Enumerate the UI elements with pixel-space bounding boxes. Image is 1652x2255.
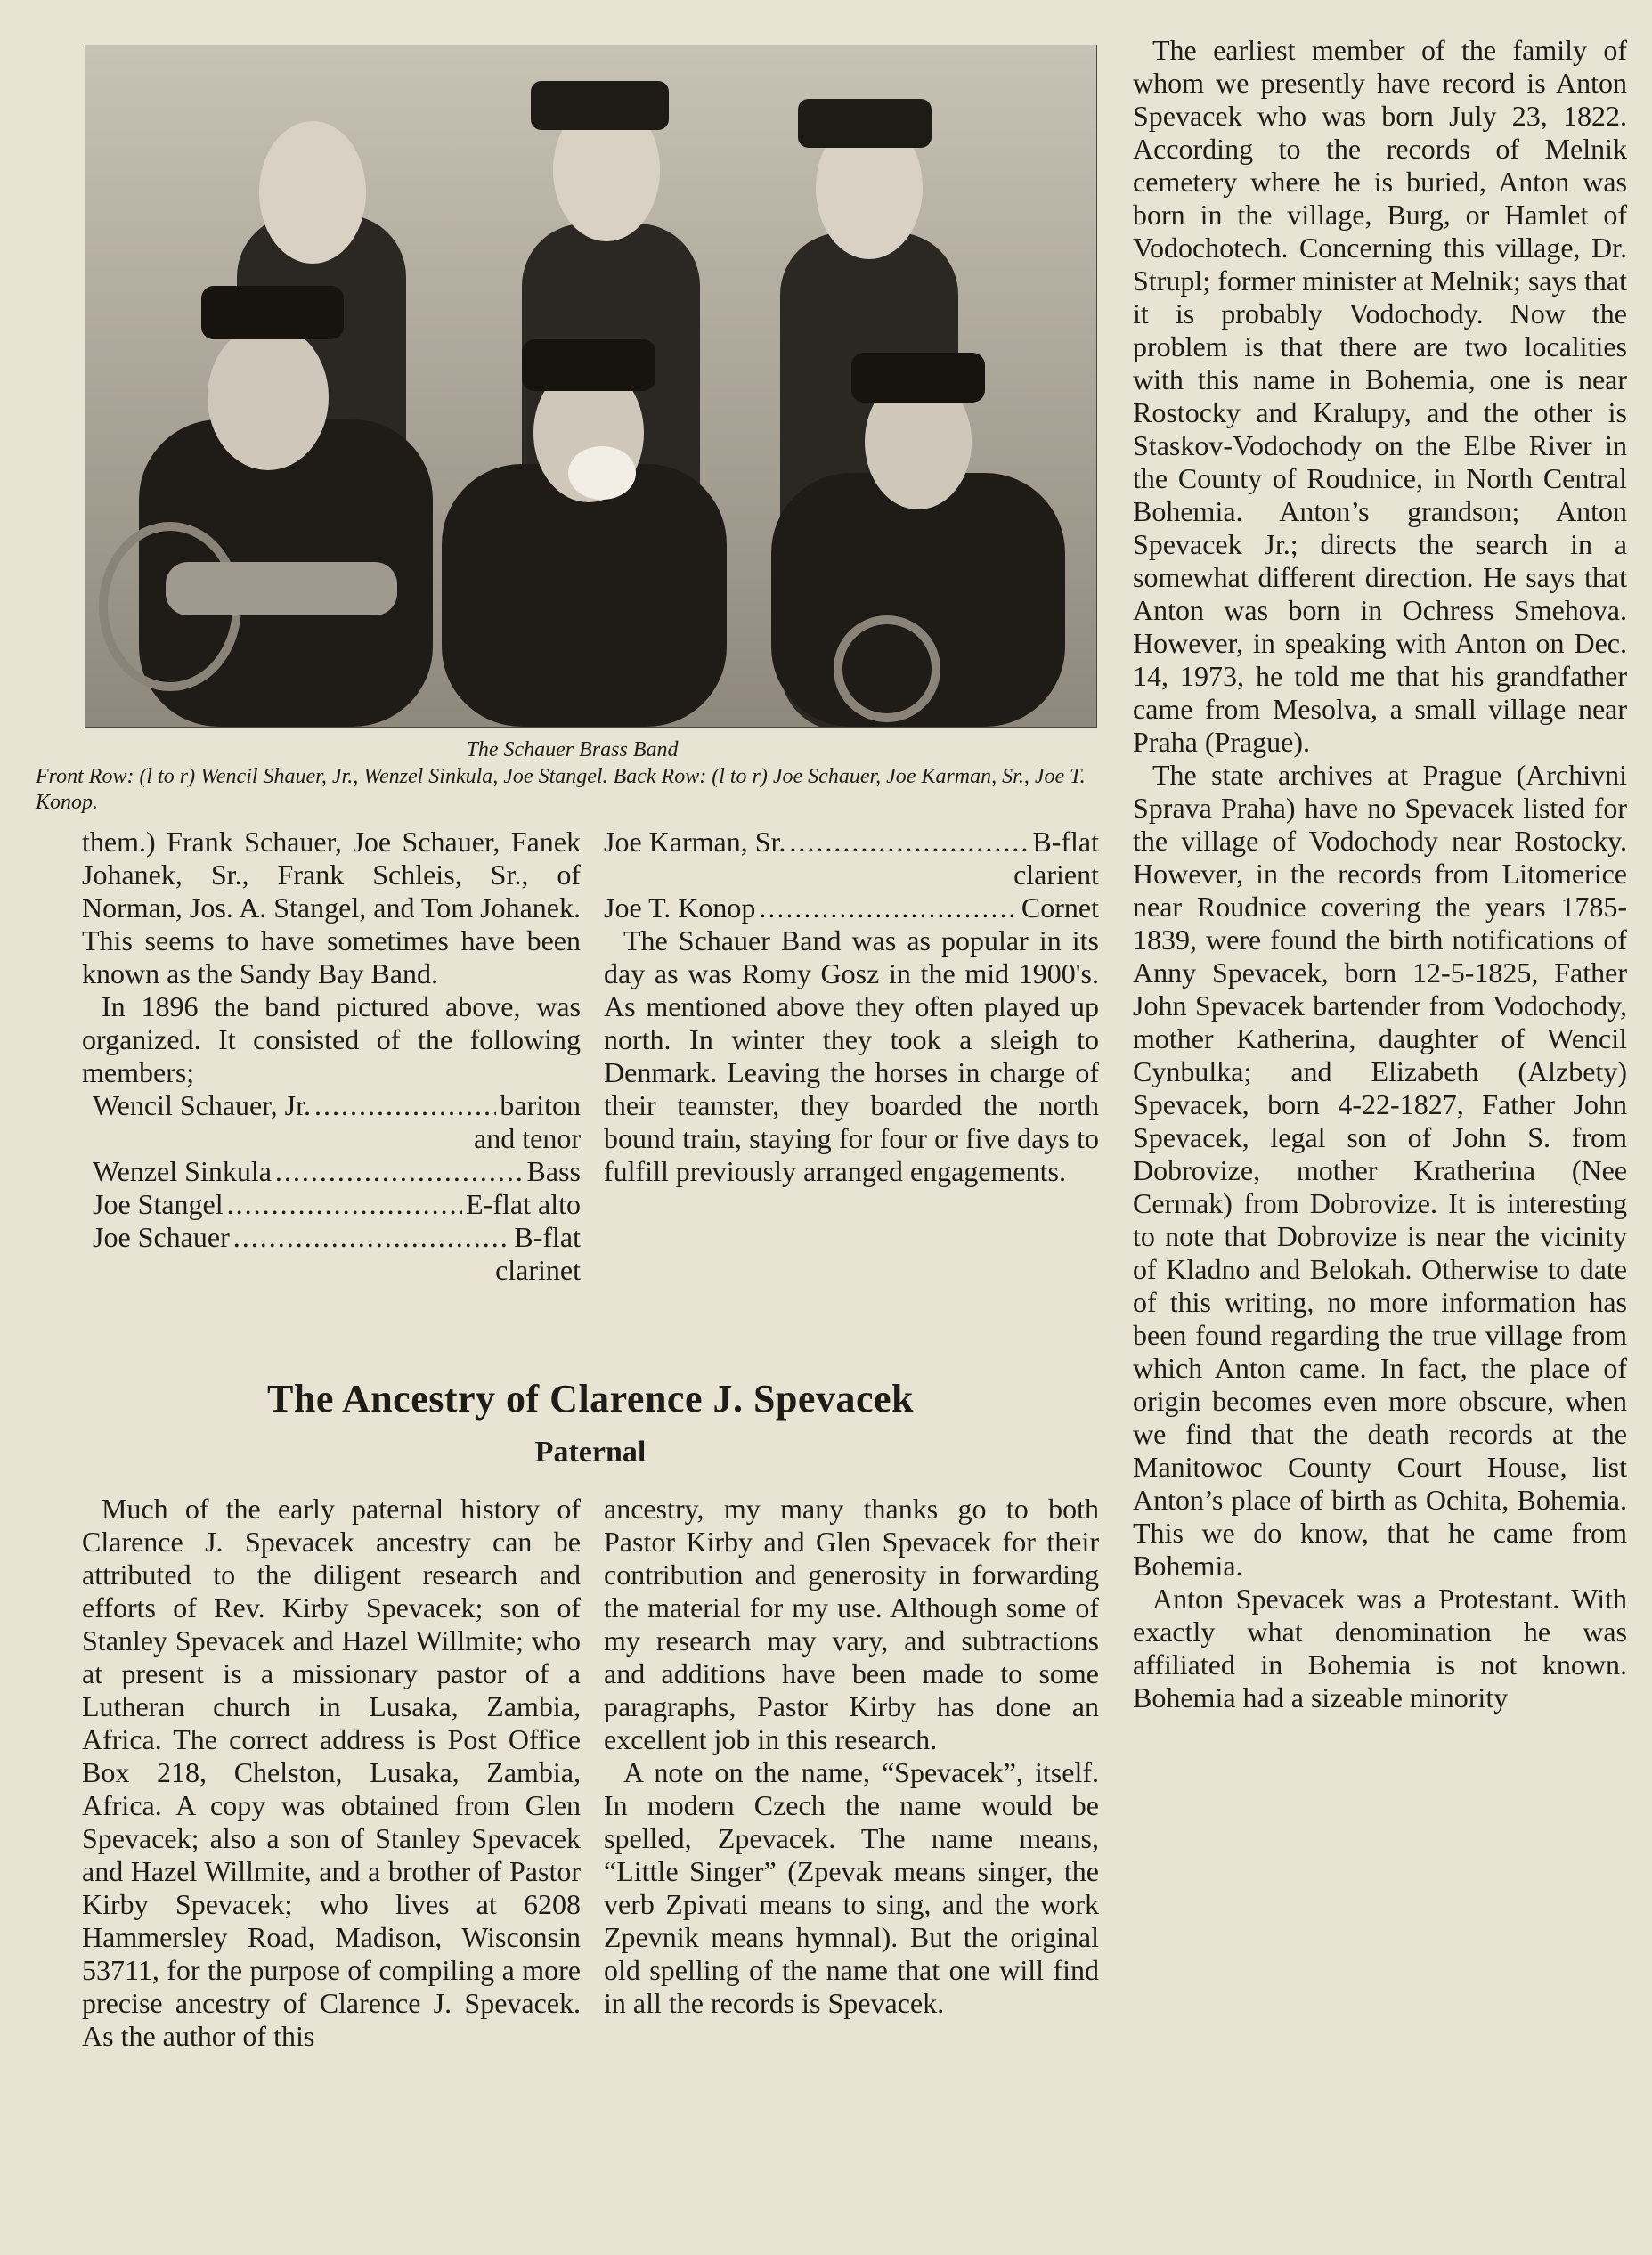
article-headline: The Ancestry of Clarence J. Spevacek — [267, 1377, 914, 1421]
member-name: Joe T. Konop — [604, 891, 756, 924]
paragraph: Much of the early paternal history of Clarence J. Spevacek ancestry can be attributed to the diligent research and efforts of Rev. Kirby Spevacek; son of Stanley Spevacek and Hazel Willmite; who at present is a missionary pastor of a Lutheran church in Lusaka, Zambia, Africa. The correct address is Post Office Box 218, Chelston, Lusaka, Zambia, Africa. A copy was obtained from Glen Spevacek; also a son of Stanley Spevacek and Hazel Willmite, and a brother of Pastor Kirby Spevacek; who lives at 6208 Hammersley Road, Madison, Wisconsin 53711, for the purpose of compiling a more precise ancestry of Clarence J. Spevacek. As the author of this — [82, 1493, 581, 2052]
member-name: Joe Stangel — [93, 1188, 224, 1220]
photo-caption-title: The Schauer Brass Band — [466, 738, 679, 761]
member-instrument-cont: and tenor — [474, 1122, 581, 1154]
band-roster — [82, 1089, 581, 1287]
member-instrument-cont: clarient — [1013, 859, 1099, 891]
band-photograph — [85, 45, 1097, 728]
member-instrument: bariton — [500, 1089, 581, 1121]
roster-row — [82, 1155, 581, 1188]
member-instrument-cont: clarinet — [495, 1254, 581, 1286]
roster-row — [604, 891, 1099, 924]
roster-row — [82, 1221, 581, 1254]
paragraph: The earliest member of the family of whom we presently have record is Anton Spevacek who was born July 23, 1822. According to the records of Melnik cemetery where he is buried, Anton was born in the village, Burg, or Hamlet of Vodochotech. Concerning this village, Dr. Strupl; former minister at Melnik; says that it is probably Vodochody. Now the problem is that there are two localities with this name in Bohemia, one is near Rostocky and Kralupy, and the other is Staskov-Vodochody on the Elbe River in the County of Roudnice, in North Central Bohemia. Anton’s grandson; Anton Spevacek Jr.; directs the search in a somewhat different direction. He says that Anton was born in Ochress Smehova. However, in speaking with Anton on Dec. 14, 1973, he told me that his grandfather came from Mesolva, a small village near Praha (Prague). — [1133, 34, 1627, 758]
photo-caption-body: Front Row: (l to r) Wencil Shauer, Jr., Wenzel Sinkula, Joe Stangel. Back Row: (l to r) Joe Schauer, Joe Karman, Sr., Joe T. Konop. — [36, 765, 1086, 814]
band-photo-image — [85, 45, 1096, 727]
member-instrument: E-flat alto — [466, 1188, 581, 1220]
paragraph: them.) Frank Schauer, Joe Schauer, Fanek Johanek, Sr., Frank Schleis, Sr., of Norman, Jos. A. Stangel, and Tom Johanek. This seems to have sometimes have been known as the Sandy Bay Band. — [82, 826, 581, 989]
band-roster-continued — [604, 826, 1099, 924]
member-name: Joe Schauer — [93, 1221, 230, 1253]
member-instrument: B-flat — [514, 1221, 581, 1253]
paragraph: In 1896 the band pictured above, was organized. It consisted of the following members; — [82, 990, 581, 1088]
paragraph: The state archives at Prague (Archivni Sprava Praha) have no Spevacek listed for the village of Vodochody near Rostocky. However, in the records from Litomerice near Roudnice covering the years 1785-1839, were found the birth notifications of Anny Spevacek, born 12-5-1825, Father John Spevacek bartender from Vodochody, mother Katherina, daughter of Wencil Cynbulka; and Elizabeth (Alzbety) Spevacek, born 4-22-1827, Father John Spevacek, legal son of John S. from Dobrovize, mother Kratherina (Nee Cermak) from Dobrovize. It is interesting to note that Dobrovize is near the vicinity of Kladno and Belokah. Otherwise to date of this writing, no more information has been found regarding the true village from which Anton came. In fact, the place of origin becomes even more obscure, when we find that the death records at the Manitowoc County Court House, list Anton’s place of birth as Ochita, Bohemia. This we do know, that he came from Bohemia. — [1133, 759, 1627, 1582]
paragraph: Anton Spevacek was a Protestant. With exactly what denomination he was affiliated in Bohemia is not known. Bohemia had a sizeable minority — [1133, 1583, 1627, 1714]
member-instrument: Cornet — [1021, 891, 1099, 924]
roster-row — [82, 1188, 581, 1221]
column-1-bottom — [82, 1493, 581, 2053]
member-name: Joe Karman, Sr. — [604, 826, 786, 858]
column-1-top — [82, 826, 581, 1287]
member-instrument: Bass — [526, 1155, 581, 1187]
article-subhead: Paternal — [534, 1436, 647, 1469]
column-3 — [1133, 34, 1627, 1714]
member-instrument: B-flat — [1032, 826, 1099, 858]
member-name: Wenzel Sinkula — [93, 1155, 272, 1187]
member-name: Wencil Schauer, Jr. — [93, 1089, 311, 1121]
column-2-top — [604, 826, 1099, 1188]
paragraph: A note on the name, “Spevacek”, itself. In modern Czech the name would be spelled, Zpevacek. The name means, “Little Singer” (Zpevak means singer, the verb Zpivati means to sing, and the work Zpevnik means hymnal). But the original old spelling of the name that one will find in all the records is Spevacek. — [604, 1756, 1099, 2019]
roster-row — [82, 1089, 581, 1122]
roster-row — [604, 826, 1099, 859]
column-2-bottom — [604, 1493, 1099, 2020]
paragraph: ancestry, my many thanks go to both Pastor Kirby and Glen Spevacek for their contribution and generosity in forwarding the material for my use. Although some of my research may vary, and subtractions and additions have been made to some paragraphs, Pastor Kirby has done an excellent job in this research. — [604, 1493, 1099, 1755]
paragraph: The Schauer Band was as popular in its day as was Romy Gosz in the mid 1900's. As mentioned above they often played up north. In winter they took a sleigh to Denmark. Leaving the horses in charge of their teamster, they boarded the north bound train, staying for four or five days to fulfill previously arranged engagements. — [604, 924, 1099, 1187]
